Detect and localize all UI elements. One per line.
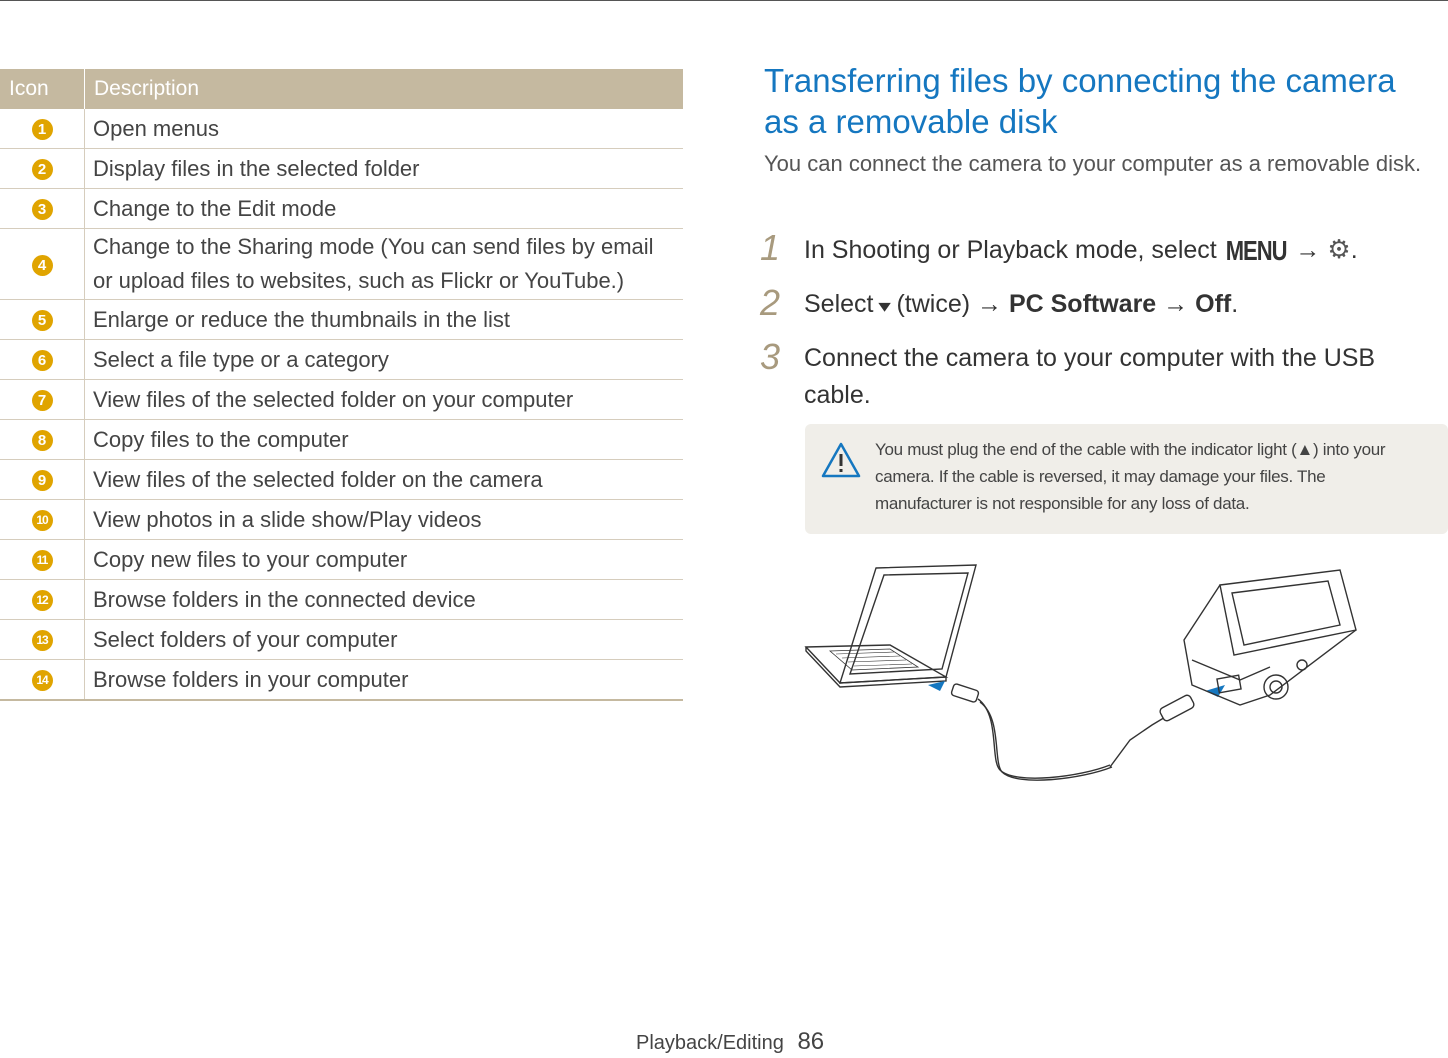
warning-icon (821, 442, 861, 478)
intro-text: You can connect the camera to your computer as a removable disk. (764, 151, 1422, 176)
top-rule (0, 0, 1448, 1)
step-prefix: In Shooting or Playback mode, select (804, 236, 1217, 264)
description-cell: View photos in a slide show/Play videos (85, 500, 684, 540)
table-row (0, 540, 683, 580)
description-cell: Enlarge or reduce the thumbnails in the list (85, 300, 684, 340)
caution-text: You must plug the end of the cable with the indicator light (▲) into your camera. If the cable is reversed, it may damage your files. The manufacturer is not responsible for any loss of data. (875, 440, 1386, 513)
table-row (0, 189, 683, 229)
table-row (0, 109, 683, 149)
chevron-down-icon: ▾ (878, 296, 892, 316)
description-cell: Select folders of your computer (85, 620, 684, 660)
icon-cell (0, 460, 85, 500)
number-badge-icon: 6 (32, 350, 53, 371)
usb-connection-illustration (800, 555, 1360, 790)
description-cell: Select a file type or a category (85, 340, 684, 380)
icon-cell (0, 540, 85, 580)
step-middle: (twice) (896, 290, 971, 318)
number-badge-icon: 13 (32, 630, 53, 651)
step-text (804, 286, 1424, 325)
icon-cell (0, 300, 85, 340)
header-icon: Icon (0, 69, 85, 109)
number-badge-icon: 1 (32, 119, 53, 140)
table-row (0, 300, 683, 340)
number-badge-icon: 11 (32, 550, 53, 571)
description-cell: Open menus (85, 109, 684, 149)
usb-cable (928, 681, 1225, 780)
table-row (0, 149, 683, 189)
number-badge-icon: 12 (32, 590, 53, 611)
camera-icon (1184, 570, 1356, 705)
description-cell: Change to the Sharing mode (You can send files by email or upload files to websites, such as Flickr or YouTube.) (85, 229, 684, 300)
header-description: Description (85, 69, 684, 109)
step-number: 3 (760, 336, 781, 377)
icon-cell (0, 109, 85, 149)
icon-cell (0, 620, 85, 660)
laptop-icon (806, 565, 976, 687)
step-text: Connect the camera to your computer with the USB cable. (804, 344, 1376, 409)
step-prefix: Select (804, 290, 874, 318)
step-number: 2 (760, 282, 781, 323)
description-cell: Browse folders in your computer (85, 660, 684, 701)
step-text (804, 231, 1424, 269)
icon-cell (0, 149, 85, 189)
table-row (0, 580, 683, 620)
number-badge-icon: 14 (32, 670, 53, 691)
table-row (0, 380, 683, 420)
number-badge-icon: 7 (32, 390, 53, 411)
table-row (0, 420, 683, 460)
section-title: Transferring files by connecting the camera as a removable disk (764, 62, 1396, 140)
icon-cell (0, 580, 85, 620)
step-number: 1 (760, 227, 781, 268)
menu-icon: MENU (1225, 234, 1287, 267)
table-row (0, 460, 683, 500)
period: . (1231, 290, 1239, 318)
period: . (1350, 236, 1358, 264)
settings-gear-icon: ⚙ (1327, 234, 1351, 264)
option-pc-software: PC Software (1008, 290, 1157, 318)
table-row (0, 229, 683, 300)
table-row (0, 660, 683, 701)
icon-cell (0, 420, 85, 460)
arrow: → (977, 290, 1002, 318)
icon-cell (0, 500, 85, 540)
description-cell: View files of the selected folder on the camera (85, 460, 684, 500)
description-cell: Copy files to the computer (85, 420, 684, 460)
table-row (0, 340, 683, 380)
number-badge-icon: 2 (32, 159, 53, 180)
page-footer (636, 1028, 824, 1056)
description-cell: Browse folders in the connected device (85, 580, 684, 620)
table-body (0, 109, 683, 700)
number-badge-icon: 5 (32, 310, 53, 331)
number-badge-icon: 9 (32, 470, 53, 491)
icon-cell (0, 340, 85, 380)
table-row (0, 500, 683, 540)
table-row (0, 620, 683, 660)
caution-box (805, 424, 1448, 534)
icon-cell (0, 380, 85, 420)
arrow: → (1163, 290, 1189, 318)
page-number: 86 (797, 1028, 825, 1055)
number-badge-icon: 10 (32, 510, 53, 531)
number-badge-icon: 3 (32, 199, 53, 220)
icon-cell (0, 229, 85, 300)
icon-cell (0, 660, 85, 701)
table-header-row (0, 69, 683, 109)
option-off: Off (1195, 290, 1232, 318)
number-badge-icon: 8 (32, 430, 53, 451)
description-cell: Copy new files to your computer (85, 540, 684, 580)
icon-description-table (0, 69, 683, 701)
footer-section: Playback/Editing (636, 1032, 784, 1054)
description-cell: Display files in the selected folder (85, 149, 684, 189)
description-cell: Change to the Edit mode (85, 189, 684, 229)
arrow: → (1295, 236, 1321, 264)
description-cell: View files of the selected folder on your computer (85, 380, 684, 420)
number-badge-icon: 4 (32, 255, 53, 276)
icon-cell (0, 189, 85, 229)
